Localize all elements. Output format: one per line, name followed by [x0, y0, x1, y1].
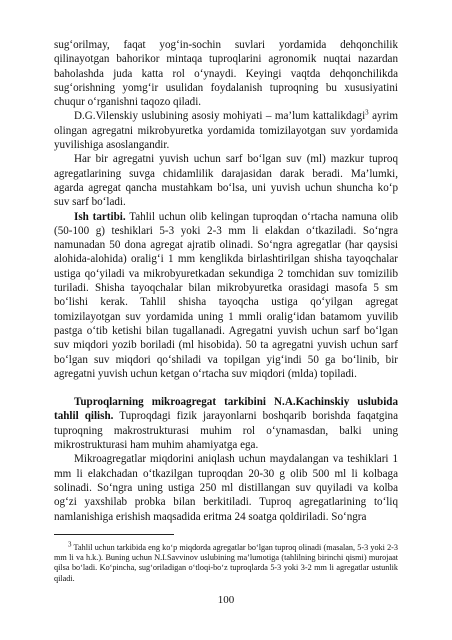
section-intro: Tuproqdagi fizik jarayonlarni boshqarib borishda faqatgina tuproqning makrostrukturasi muhim rol o‘ynamasdan, balki uning mikrostrukturasi ham muhim ahamiyatga ega. — [54, 410, 398, 452]
paragraph-continuation: sug‘orilmay, faqat yog‘in-sochin suvlari yordamida dehqonchilik qilinayotgan bahorikor mintaqa tuproqlarini agronomik nuqtai nazardan baholashda juda katta rol o‘ynaydi. Keyingi vaqtda dehqonchilikda sug‘orishning yomg‘ir usulidan foydalanish tuproqning bu xususiyatini chuqur o‘rganishni taqozo qiladi. — [54, 39, 398, 109]
paragraph-vilenskiy-lead: D.G.Vilenskiy uslubining asosiy mohiyati – ma’lum kattalikdagi — [74, 110, 366, 123]
footnote-marker: 3 — [68, 540, 72, 549]
body-text — [54, 38, 398, 524]
section-gap — [54, 381, 398, 395]
paragraph-vilenskiy-rest: ayrim olingan agregatni mikrobyuretka yordamida tomizilayotgan suv yordamida yuvilishiga asoslangandir. — [54, 110, 398, 152]
section-heading: Tuproqlarning mikroagregat tarkibini N.A.Kachinskiy uslubida tahlil qilish. — [54, 396, 398, 423]
paragraph-vilenskiy — [54, 109, 398, 152]
procedure-text: Tahlil uchun olib kelingan tuproqdan o‘rtacha namuna olib (50-100 g) teshiklari 5-3 yoki 2-3 mm li elakdan o‘tkaziladi. So‘ngra namunadan 50 dona agregat ajratib olinadi. So‘ngra agregatlar (har qaysisi alohida-alohida) oralig‘i 1 mm kenglikda birlashtirilgan shisha tayoqchalar ustiga qo‘yiladi va mikrobyuretkadan sekundiga 2 tomchidan suv tomizilib turiladi. Shisha tayoqchalar bilan mikrobyuretka orasidagi masofa 5 sm bo‘lishi kerak. Tahlil shisha tayoqcha ustiga qo‘yilgan agregat tomizilayotgan suv yordamida uning 1 mmli oralig‘idan batamom yuvilib pastga o‘tib ketishi bilan tugallanadi. Agregatni yuvish uchun sarf bo‘lgan suv miqdori yozib boriladi (ml hisobida). 50 ta agregatni yuvish uchun sarf bo‘lgan suv miqdori qo‘shiladi va topilgan yig‘indi 50 ga bo‘linib, bir agregatni yuvish uchun ketgan o‘rtacha suv miqdori (mlda) topiladi. — [54, 210, 398, 380]
paragraph-procedure — [54, 210, 398, 382]
paragraph-kachinskiy — [54, 395, 398, 452]
footnote-reference: 3 — [365, 108, 369, 117]
page-number: 100 — [217, 594, 235, 606]
footnote — [54, 540, 398, 584]
procedure-label: Ish tartibi. — [74, 210, 126, 223]
footnote-divider — [54, 534, 174, 535]
footnote-text: Tahlil uchun tarkibida eng ko‘p miqdorda agregatlar bo‘lgan tuproq olinadi (masalan, 5-3 yoki 2-3 mm li va h.k.). Buning uchun N.I.Savvinov uslubining ma’lumotiga (tahlilning birinchi qismi) murojaat qilsa bo‘ladi. Ko‘pincha, sug‘oriladigan o‘tloqi-bo‘z tuproqlarda 5-3 yoki 3-2 mm li agregatlar ustunlik qiladi. — [54, 542, 398, 583]
paragraph-water-consumption: Har bir agregatni yuvish uchun sarf bo‘lgan suv (ml) mazkur tuproq agregatlarining suvga chidamlilik darajasidan darak beradi. Ma’lumki, agarda agregat qancha mustahkam bo‘lsa, uni yuvish uchun shuncha ko‘p suv sarf bo‘ladi. — [54, 153, 398, 209]
paragraph-microaggregates: Mikroagregatlar miqdorini aniqlash uchun maydalangan va teshiklari 1 mm li elakchadan o‘tkazilgan tuproqdan 20-30 g olib 500 ml li kolbaga solinadi. So‘ngra uning ustiga 250 ml distillangan suv quyiladi va kolba og‘zi yaxshilab probka bilan berkitiladi. Tuproq agregatlarining to‘liq namlanishiga erishish maqsadida eritma 24 soatga qoldiriladi. So‘ngra — [54, 453, 398, 523]
